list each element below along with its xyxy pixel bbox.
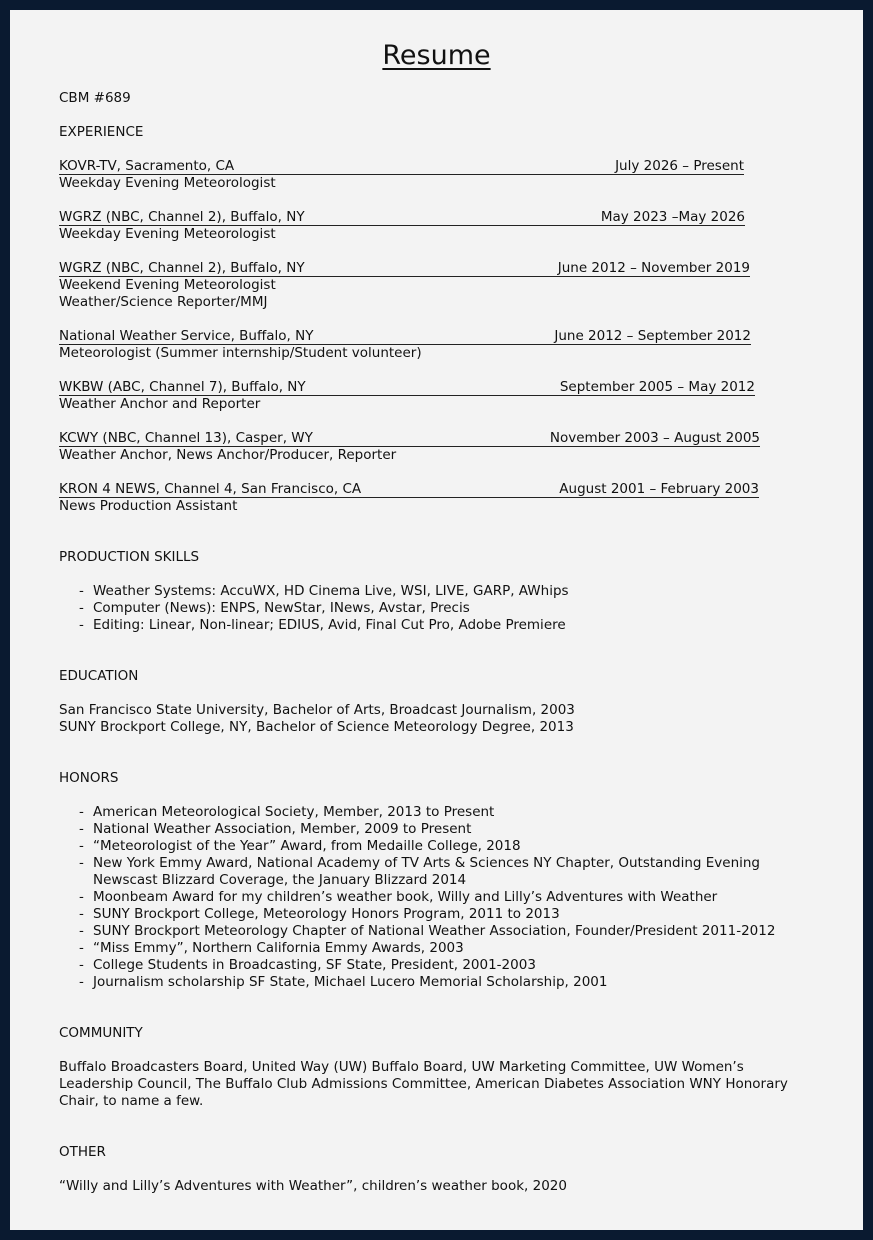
job-role: Weekday Evening Meteorologist	[59, 226, 276, 242]
list-item: - “Meteorologist of the Year” Award, from Medaille College, 2018	[79, 838, 819, 855]
job-header	[59, 329, 751, 345]
education-list	[59, 702, 575, 736]
job-entry	[59, 380, 755, 413]
production-skills-heading: PRODUCTION SKILLS	[59, 549, 200, 565]
other-heading: OTHER	[59, 1144, 106, 1160]
honors-heading: HONORS	[59, 770, 119, 786]
job-employer: WKBW (ABC, Channel 7), Buffalo, NY	[59, 379, 306, 395]
job-entry	[59, 261, 750, 311]
list-item: - Computer (News): ENPS, NewStar, INews, Avstar, Precis	[79, 600, 819, 617]
job-header	[59, 380, 755, 396]
job-dates: November 2003 – August 2005	[549, 430, 760, 446]
id-line: CBM #689	[59, 90, 131, 106]
job-role: Weather Anchor, News Anchor/Producer, Reporter	[59, 447, 397, 463]
list-item: - National Weather Association, Member, 2009 to Present	[79, 821, 819, 838]
job-dates: August 2001 – February 2003	[559, 481, 759, 497]
job-dates: July 2026 – Present	[615, 158, 744, 174]
job-role: Weather/Science Reporter/MMJ	[59, 294, 268, 310]
resume-page	[10, 10, 863, 1230]
job-role: Weekend Evening Meteorologist	[59, 277, 276, 293]
job-header	[59, 482, 759, 498]
job-role: Weather Anchor and Reporter	[59, 396, 261, 412]
list-item: - “Miss Emmy”, Northern California Emmy Awards, 2003	[79, 940, 819, 957]
community-heading: COMMUNITY	[59, 1025, 143, 1041]
job-header	[59, 431, 760, 447]
job-role: News Production Assistant	[59, 498, 238, 514]
list-item: - Editing: Linear, Non-linear; EDIUS, Avid, Final Cut Pro, Adobe Premiere	[79, 617, 819, 634]
job-dates: June 2012 – September 2012	[554, 328, 751, 344]
education-heading: EDUCATION	[59, 668, 139, 684]
production-skills-list	[59, 583, 819, 634]
experience-heading: EXPERIENCE	[59, 124, 144, 140]
job-employer: National Weather Service, Buffalo, NY	[59, 328, 314, 344]
job-header	[59, 261, 750, 277]
job-role: Meteorologist (Summer internship/Student volunteer)	[59, 345, 422, 361]
job-entry	[59, 329, 751, 362]
job-role: Weekday Evening Meteorologist	[59, 175, 276, 191]
job-entry	[59, 210, 745, 243]
job-employer: KCWY (NBC, Channel 13), Casper, WY	[59, 430, 313, 446]
list-item: SUNY Brockport College, NY, Bachelor of Science Meteorology Degree, 2013	[59, 719, 574, 735]
honors-list	[59, 804, 819, 991]
job-entry	[59, 431, 760, 464]
list-item: - American Meteorological Society, Member, 2013 to Present	[79, 804, 819, 821]
job-employer: WGRZ (NBC, Channel 2), Buffalo, NY	[59, 260, 305, 276]
job-header	[59, 210, 745, 226]
other-text: “Willy and Lilly’s Adventures with Weather”, children’s weather book, 2020	[59, 1178, 567, 1194]
job-dates: June 2012 – November 2019	[557, 260, 750, 276]
list-item: - Weather Systems: AccuWX, HD Cinema Live, WSI, LIVE, GARP, AWhips	[79, 583, 819, 600]
list-item: - Moonbeam Award for my children’s weather book, Willy and Lilly’s Adventures with Weather	[79, 889, 819, 906]
job-entry	[59, 159, 744, 192]
job-dates: May 2023 –May 2026	[600, 209, 745, 225]
job-employer: WGRZ (NBC, Channel 2), Buffalo, NY	[59, 209, 305, 225]
list-item: - New York Emmy Award, National Academy of TV Arts & Sciences NY Chapter, Outstanding Evening Newscast Blizzard Coverage, the January Blizzard 2014	[79, 855, 819, 889]
job-header	[59, 159, 744, 175]
list-item: - SUNY Brockport College, Meteorology Honors Program, 2011 to 2013	[79, 906, 819, 923]
list-item: - Journalism scholarship SF State, Michael Lucero Memorial Scholarship, 2001	[79, 974, 819, 991]
list-item: - College Students in Broadcasting, SF State, President, 2001-2003	[79, 957, 819, 974]
job-dates: September 2005 – May 2012	[559, 379, 755, 395]
job-employer: KOVR-TV, Sacramento, CA	[59, 158, 235, 174]
job-employer: KRON 4 NEWS, Channel 4, San Francisco, CA	[59, 481, 362, 497]
list-item: San Francisco State University, Bachelor of Arts, Broadcast Journalism, 2003	[59, 702, 575, 718]
list-item: - SUNY Brockport Meteorology Chapter of National Weather Association, Founder/President 2011-2012	[79, 923, 819, 940]
job-entry	[59, 482, 759, 515]
page-title: Resume	[382, 40, 491, 71]
community-text: Buffalo Broadcasters Board, United Way (UW) Buffalo Board, UW Marketing Committee, UW Women’s Leadership Council, The Buffalo Club Admissions Committee, American Diabetes Association WNY Honorary Chair, to name a few.	[59, 1059, 788, 1109]
